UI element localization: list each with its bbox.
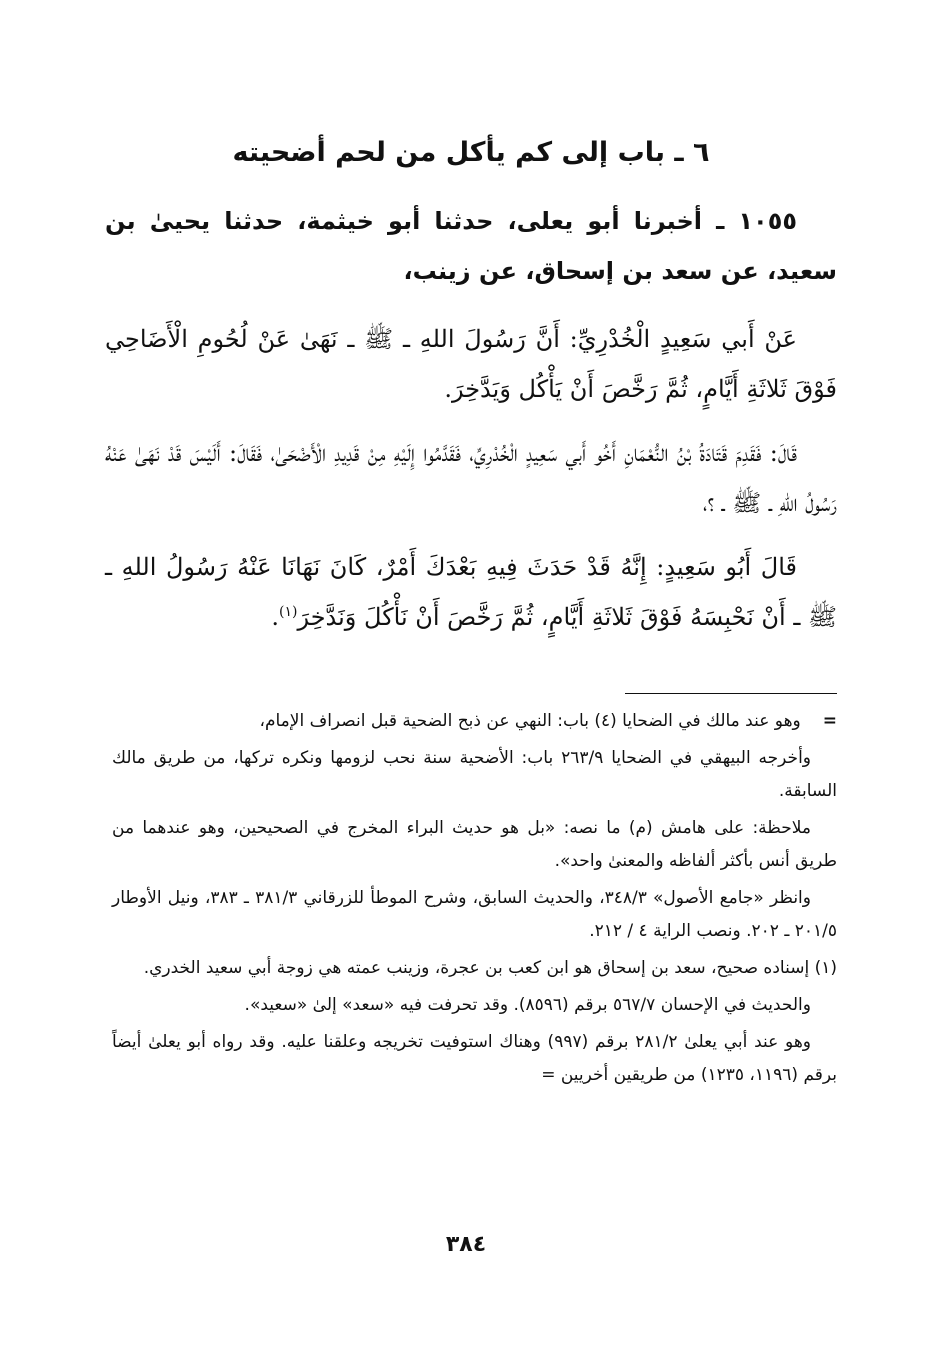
footnote-separator: [625, 693, 837, 694]
page-body: [105, 130, 837, 656]
footnote-see-also: وانظر «جامع الأصول» ٣٤٨/٣، والحديث السابق، وشرح الموطأ للزرقاني ٣٨١/٣ ـ ٣٨٣، ونيل الأوطار ٢٠١/٥ ـ ٢٠٢. ونصب الراية ٤ / ٢١٢.: [112, 888, 837, 941]
chapter-title: ٦ ـ باب إلى كم يأكل من لحم أضحيته: [232, 137, 710, 168]
footnotes-section: [112, 705, 837, 1096]
hadith-matn-paragraph-3: قَالَ أَبُو سَعِيدٍ: إِنَّهُ قَدْ حَدَثَ فِيهِ بَعْدَكَ أَمْرٌ، كَانَ نَهَانَا عَنْهُ رَسُولُ اللهِ ـ ﷺ ـ أَنْ نَحْبِسَهُ فَوْقَ ثَلاثَةِ أَيَّامٍ، ثُمَّ رَخَّصَ أَنْ نَأْكُلَ وَنَدَّخِرَ$^{(١)}$.: [105, 553, 837, 631]
footnote-continued-text: وهو عند مالك في الضحايا (٤) باب: النهي عن ذبح الضحية قبل انصراف الإمام،: [259, 711, 801, 731]
page-number: ٣٨٤: [445, 1232, 487, 1257]
hadith-matn-paragraph-1: عَنْ أَبي سَعِيدٍ الْخُدْرِيِّ: أَنَّ رَسُولَ اللهِ ـ ﷺ ـ نَهَىٰ عَنْ لُحُومِ الْأَضَاحِي فَوْقَ ثَلاثَةِ أَيَّامٍ، ثُمَّ رَخَّصَ أَنْ يَأْكُل وَيَدَّخِرَ.: [105, 325, 837, 403]
footnote-reference-1: (١): [278, 604, 298, 620]
continuation-marker: =: [822, 711, 837, 731]
footnote-abu-yala: وهو عند أبي يعلىٰ ٢٨١/٢ برقم (٩٩٧) وهناك استوفيت تخريجه وعلقنا عليه. وقد رواه أبو يعلىٰ أيضاً برقم (١١٩٦، ١٢٣٥) من طريقين أخريين =: [112, 1032, 837, 1085]
footnote-ihsan: والحديث في الإحسان ٥٦٧/٧ برقم (٨٥٩٦). وقد تحرفت فيه «سعد» إلىٰ «سعيد».: [244, 995, 811, 1015]
hadith-isnad: ١٠٥٥ ـ أخبرنا أبو يعلى، حدثنا أبو خيثمة، حدثنا يحيىٰ بن سعيد، عن سعد بن إسحاق، عن زينب،: [105, 207, 837, 285]
hadith-matn-paragraph-3-text: قَالَ أَبُو سَعِيدٍ: إِنَّهُ قَدْ حَدَثَ فِيهِ بَعْدَكَ أَمْرٌ، كَانَ نَهَانَا عَنْهُ رَسُولُ اللهِ ـ ﷺ ـ أَنْ نَحْبِسَهُ فَوْقَ ثَلاثَةِ أَيَّامٍ، ثُمَّ رَخَّصَ أَنْ نَأْكُلَ وَنَدَّخِرَ: [105, 553, 837, 631]
footnote-continued: [112, 705, 837, 738]
footnote-bayhaqi: وأخرجه البيهقي في الضحايا ٢٦٣/٩ باب: الأضحية سنة نحب لزومها ونكره تركها، من طريق مالك السابقة.: [112, 748, 837, 801]
hadith-matn-paragraph-2: قَالَ: فَقَدِمَ قَتَادَةُ بْنُ النُّعْمَانِ أَخُو أَبي سَعِيدٍ الْخُدْرِيِّ، فَقَدَّمُوا إِلَيْهِ مِنْ قَدِيدِ الْأَضْحَىٰ، فَقَالَ: أَلَيْسَ قَدْ نَهَىٰ عَنْهُ رَسُولُ اللهِ ـ ﷺ ـ ؟،: [105, 439, 837, 517]
footnote-remark: ملاحظة: على هامش (م) ما نصه: «بل هو حديث البراء المخرج في الصحيحين، وهو عندهما من طريق أنس بأكثر ألفاظه والمعنىٰ واحد».: [112, 818, 837, 871]
footnote-1: (١) إسناده صحيح، سعد بن إسحاق هو ابن كعب بن عجرة، وزينب عمته هي زوجة أبي سعيد الخدري.: [143, 958, 837, 978]
